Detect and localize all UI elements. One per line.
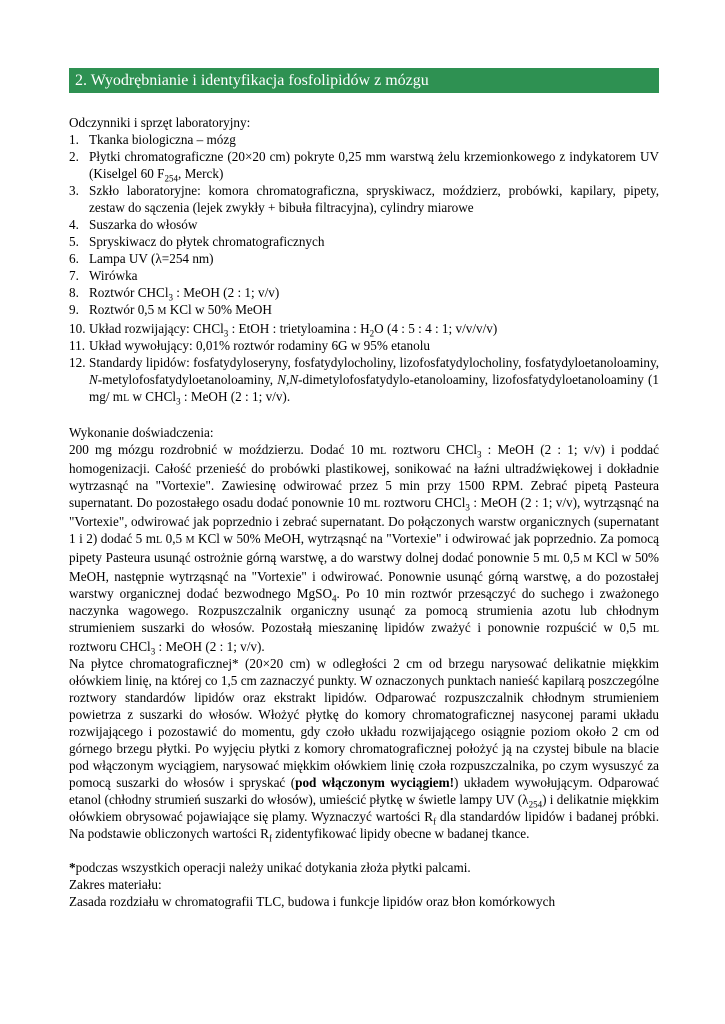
subscript: 3 — [477, 449, 482, 460]
text-run: ) i delikatnie miękkim ołówkiem obrysować pojawiające się plamy. Wyznaczyć wartości R — [69, 792, 659, 824]
text-run: : MeOH (2 : 1; v/v) i poddać homogenizacji. Całość przenieść do probówki plastikowej, sonikować na łaźni ultradźwiękowej i dokładnie wytrzasnąć na "Vortexie". Zawiesinę odwirować przez 5 min przy 1500 RPM. Zebrać pipetą Pasteura supernatant. Do pozostałego osadu dodać ponownie 10 m — [69, 442, 660, 510]
reagents-heading: Odczynniki i sprzęt laboratoryjny: — [69, 115, 251, 130]
list-item — [69, 301, 659, 320]
list-item — [69, 148, 659, 182]
list-item-text: KCl w 50% MeOH — [166, 302, 272, 317]
subscript: 254 — [528, 799, 543, 810]
footnote — [69, 859, 659, 876]
text-run: roztworu CHCl — [380, 495, 466, 510]
list-item-text: O (4 : 5 : 4 : 1; v/v/v/v) — [374, 321, 498, 336]
procedure-heading: Wykonanie doświadczenia: — [69, 425, 214, 440]
list-number: 4. — [69, 217, 79, 232]
list-item-text: : EtOH : trietyloamina : H — [228, 321, 370, 336]
list-item — [69, 284, 659, 301]
list-item-text: -metylofosfatydyloetanoloaminy, — [97, 372, 278, 387]
subscript: 3 — [150, 646, 156, 657]
unit-small-caps: M — [185, 535, 195, 546]
list-item — [69, 354, 659, 407]
list-item-text: Układ wywołujący: 0,01% roztwór rodaminy 6G w 95% etanolu — [89, 338, 430, 353]
italic-text: N — [89, 372, 98, 387]
text-run: 200 mg mózgu rozdrobnić w moździerzu. Dodać 10 m — [69, 442, 381, 457]
reagents-section — [69, 114, 659, 407]
unit-small-caps: L — [374, 499, 381, 510]
list-number: 11. — [69, 338, 85, 353]
procedure-paragraph-1 — [69, 441, 659, 655]
unit-small-caps: L — [652, 624, 659, 635]
list-number: 3. — [69, 183, 79, 198]
text-run: roztworu CHCl — [386, 442, 477, 457]
list-item-text: Spryskiwacz do płytek chromatograficznych — [89, 234, 325, 249]
text-run: 0,5 — [559, 550, 584, 565]
list-item-text: Suszarka do włosów — [89, 217, 198, 232]
list-item — [69, 337, 659, 354]
list-item — [69, 320, 659, 337]
list-item — [69, 216, 659, 233]
list-item-text: Lampa UV (λ=254 nm) — [89, 251, 214, 266]
list-item-text: -dimetylofosfatydylo-etanoloaminy, lizofosfatydyloetanoloaminy (1 mg/ m — [89, 372, 659, 404]
list-item-text: : MeOH (2 : 1; v/v). — [180, 389, 291, 404]
unit-small-caps: L — [123, 393, 130, 404]
list-item-text: Wirówka — [89, 268, 138, 283]
unit-small-caps: M — [157, 306, 167, 317]
list-item-text: Standardy lipidów: fosfatydyloseryny, fosfatydylocholiny, lizofosfatydylocholiny, fosfatydyloetanoloaminy, — [89, 355, 659, 370]
list-item — [69, 267, 659, 284]
text-run: zidentyfikować lipidy obecne w badanej tkance. — [271, 826, 530, 841]
procedure-section — [69, 424, 659, 842]
section-title-banner — [69, 68, 659, 93]
footnote-star: * — [69, 860, 76, 875]
procedure-paragraph-2 — [69, 655, 659, 842]
subscript: 3 — [176, 396, 181, 407]
list-number: 10. — [69, 321, 86, 336]
list-item — [69, 250, 659, 267]
footer-section — [69, 859, 659, 910]
text-run: Na płytce chromatograficznej* (20×20 cm) w odległości 2 cm od brzegu narysować delikatnie miękkim ołówkiem linię, na której co 1,5 cm zaznaczyć punkty. W oznaczonych punktach nanieść kapilarą poszczególne roztwory standardów lipidów oraz ekstrakt lipidów. Odparować rozpuszczalnik chłodnym strumieniem powietrza z suszarki do włosów. Włożyć płytkę do komory chromatograficznej nasyconej parami układu rozwijającego i pozostawić do momentu, gdy czoło układu rozwijającego osiągnie poziom około 2 cm od górnego brzegu płytki. Po wyjęciu płytki z komory chromatograficznej położyć ją na czystej bibule na blacie pod włączonym wyciągiem, narysować miękkim ołówkiem linię czoła rozpuszczalnika, po czym wysuszyć za pomocą suszarki do włosów i spryskać ( — [69, 656, 659, 790]
text-run: dla standardów lipidów i badanej próbki. Na podstawie obliczonych wartości R — [69, 809, 659, 841]
list-item-text: Roztwór 0,5 — [89, 302, 158, 317]
italic-text: N,N — [277, 372, 299, 387]
reagents-list — [69, 131, 659, 407]
unit-small-caps: L — [380, 446, 387, 457]
unit-small-caps: L — [553, 554, 560, 565]
list-number: 5. — [69, 234, 79, 249]
list-number: 12. — [69, 355, 86, 370]
subscript: 2 — [369, 328, 375, 339]
text-run: ) układem wywołującym. Odparować etanol (chłodny strumień suszarki do włosów), umieścić płytkę w świetle lampy UV (λ — [69, 775, 659, 807]
text-run: KCl w 50% MeOH, wytrząsnąć na "Vortexie" i odwirować jak poprzednio. Za pomocą pipety Pasteura usunąć ostrożnie górną warstwę, a do warstwy dolnej dodać ponownie 5 m — [69, 531, 659, 565]
scope-heading: Zakres materiału: — [69, 877, 162, 892]
list-item-text: Tkanka biologiczna – mózg — [89, 132, 236, 147]
scope-text: Zasada rozdziału w chromatografii TLC, budowa i funkcje lipidów oraz błon komórkowych — [69, 894, 556, 909]
list-item-text: Szkło laboratoryjne: komora chromatograficzna, spryskiwacz, moździerz, probówki, kapilary, pipety, zestaw do sączenia (lejek zwykły + bibuła filtracyjna), cylindry miarowe — [89, 183, 659, 215]
spacer — [69, 407, 659, 424]
subscript: 4 — [331, 593, 337, 604]
list-number: 7. — [69, 268, 79, 283]
unit-small-caps: M — [583, 554, 593, 565]
list-item-text: Płytki chromatograficzne (20×20 cm) pokryte 0,25 mm warstwą żelu krzemionkowego z indykatorem UV (Kiselgel 60 F — [89, 149, 659, 181]
text-run: KCl w 50% MeOH, następnie wytrząsnąć na "Vortexie" i odwirować. Ponownie usunąć górną warstwę, a do pozostałej warstwy organicznej dodać bezwodnego MgSO — [69, 550, 659, 601]
list-number: 8. — [69, 285, 79, 300]
list-item-text: : MeOH (2 : 1; v/v) — [173, 285, 280, 300]
text-run: : MeOH (2 : 1; v/v). — [155, 639, 265, 654]
list-number: 6. — [69, 251, 79, 266]
footnote-text: podczas wszystkich operacji należy unikać dotykania złoża płytki palcami. — [75, 860, 471, 875]
text-run: 0,5 — [162, 531, 186, 546]
section-title: 2. Wyodrębnianie i identyfikacja fosfolipidów z mózgu — [75, 72, 429, 89]
list-item-text: Układ rozwijający: CHCl — [89, 321, 224, 336]
text-run: roztworu CHCl — [69, 639, 151, 654]
document-page — [69, 68, 659, 910]
unit-small-caps: L — [156, 535, 163, 546]
list-item-text: Roztwór CHCl — [89, 285, 169, 300]
list-item — [69, 182, 659, 216]
subscript: 3 — [168, 292, 173, 303]
subscript: 3 — [465, 502, 470, 513]
list-item — [69, 233, 659, 250]
list-item — [69, 131, 659, 148]
bold-warning: pod włączonym wyciągiem! — [295, 775, 455, 790]
list-number: 9. — [69, 302, 79, 317]
subscript: f — [268, 833, 272, 844]
list-item-text: , Merck) — [177, 166, 224, 181]
list-number: 2. — [69, 149, 79, 164]
list-number: 1. — [69, 132, 79, 147]
spacer — [69, 842, 659, 859]
text-run: : MeOH (2 : 1; v/v), wytrząsnąć na "Vortexie", odwirować jak poprzednio i zebrać supernatant. Do połączonych warstw organicznych (supernatant 1 i 2) dodać 5 m — [69, 495, 659, 546]
subscript: 254 — [164, 173, 178, 184]
text-run: . Po 10 min roztwór przesączyć do suchego i zważonego naczynka wagowego. Rozpuszczalnik organiczny usunąć za pomocą strumienia azotu lub chłodnym strumieniem suszarki do włosów. Pozostałą mieszaninę lipidów zważyć i ponownie rozpuścić w 0,5 m — [69, 586, 659, 635]
subscript: 3 — [223, 328, 229, 339]
list-item-text: w CHCl — [129, 389, 177, 404]
subscript: f — [433, 816, 437, 827]
